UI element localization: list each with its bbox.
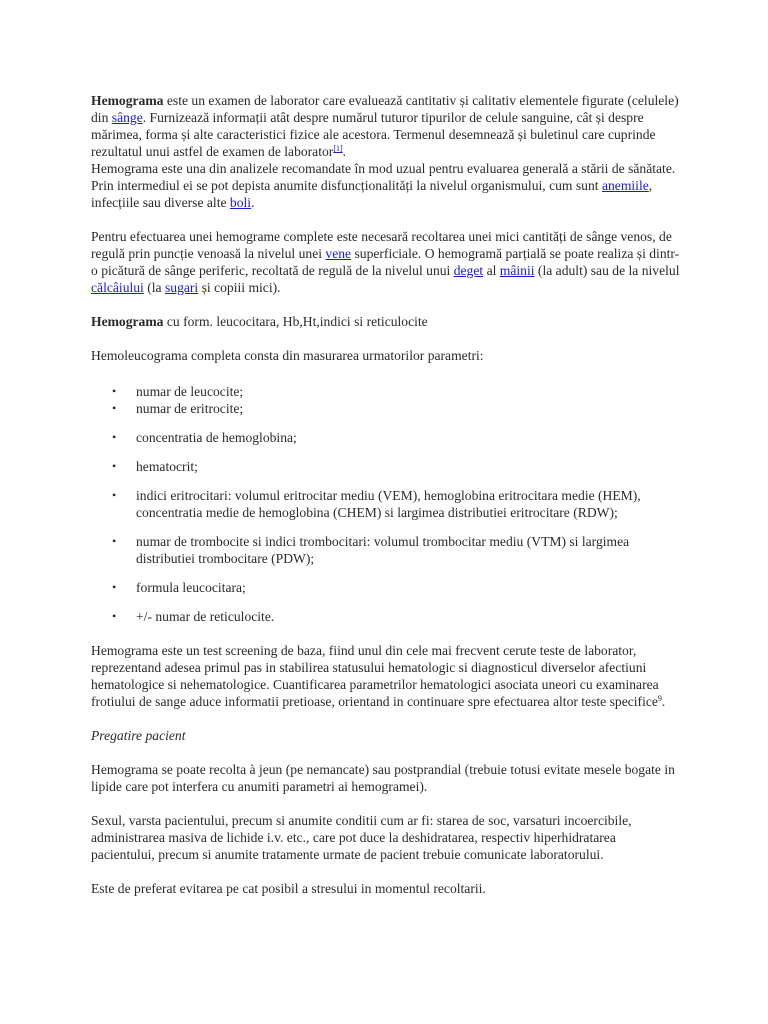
link-vene[interactable]: vene <box>325 246 352 261</box>
text-span: (la adult) sau de la nivelul <box>534 263 680 278</box>
link-sange[interactable]: sânge <box>111 110 143 125</box>
link-calcaiului[interactable]: călcâiului <box>91 280 144 295</box>
stress-paragraph: Este de preferat evitarea pe cat posibil a stresului in momentul recoltarii. <box>91 881 486 896</box>
section-heading-pregatire: Pregatire pacient <box>91 728 186 743</box>
text-span: . <box>661 694 666 709</box>
parameters-intro: Hemoleucograma completa consta din masurarea urmatorilor parametri: <box>91 348 484 363</box>
text-span: Hemograma este una din analizele recomandate în mod uzual pentru evaluarea generală a stării de sănătate. Prin intermediul ei se pot depista anumite disfuncționalități la nivelul organismului, cum sunt <box>91 161 676 193</box>
term-hemograma: Hemograma <box>91 93 164 108</box>
link-mainii[interactable]: mâinii <box>499 263 535 278</box>
link-anemiile[interactable]: anemiile <box>601 178 649 193</box>
list-item: • numar de trombocite si indici trombocitari: volumul trombocitar mediu (VTM) si largimea distributiei trombocitare (PDW); <box>91 533 681 567</box>
patient-conditions-paragraph: Sexul, varsta pacientului, precum si anumite conditii cum ar fi: starea de soc, varsaturi incoercibile, administrarea masiva de lichide i.v. etc., care pot duce la deshidratarea, respectiv hiperhidratarea pacientului, precum si anumite tratamente urmate de pacient trebuie comunicate laboratorului. <box>91 813 632 862</box>
list-item: • concentratia de hemoglobina; <box>91 429 681 446</box>
list-item: • indici eritrocitari: volumul eritrocitar mediu (VEM), hemoglobina eritrocitara medie (HEM), concentratia medie de hemoglobina (CHEM) si largimea distributiei eritrocitare (RDW); <box>91 487 681 521</box>
document-body <box>91 92 681 897</box>
text-span: . <box>251 195 255 210</box>
text-span: , infecțiile sau diverse alte <box>91 178 653 210</box>
screening-paragraph <box>91 642 681 710</box>
footnote-marker: 9 <box>657 694 662 703</box>
subheading-paragraph <box>91 313 681 330</box>
intro-paragraph <box>91 92 681 211</box>
parameters-list <box>91 383 681 625</box>
text-span: superficiale. O hemogramă parțială se poate realiza și dintr-o picătură de sânge periferic, recoltată de regulă de la nivelul unui <box>91 246 680 278</box>
collection-paragraph <box>91 228 681 296</box>
text-span: . <box>342 144 347 159</box>
list-item: • numar de leucocite; <box>91 383 681 400</box>
list-item: • +/- numar de reticulocite. <box>91 608 681 625</box>
text-span: . Furnizează informații atât despre numărul tuturor tipurilor de celule sanguine, cât și despre mărimea, forma și alte caracteristici fizice ale acestora. Termenul desemnează și buletinul care cuprinde rezultatul unui astfel de examen de laborator <box>91 110 656 159</box>
list-item: • formula leucocitara; <box>91 579 681 596</box>
text-span: Hemograma este un test screening de baza, fiind unul din cele mai frecvent cerute teste de laborator, reprezentand adesea primul pas in stabilirea statusului hematologic si diagnosticul diverselor afectiuni hematologice si nehematologice. Cuantificarea parametrilor hematologici asociata uneori cu examinarea frotiului de sange aduce informatii pretioase, orientand in continuare spre efectuarea altor teste specifice <box>91 643 659 709</box>
link-sugari[interactable]: sugari <box>164 280 199 295</box>
list-item: • numar de eritrocite; <box>91 400 681 417</box>
reference-link[interactable]: [1] <box>333 144 343 153</box>
text-span: și copiii mici). <box>198 280 281 295</box>
text-span: Pentru efectuarea unei hemograme complete este necesară recoltarea unei mici cantități de sânge venos, de regulă prin puncție venoasă la nivelul unei <box>91 229 672 261</box>
term-hemograma-2: Hemograma <box>91 314 164 329</box>
fasting-paragraph: Hemograma se poate recolta à jeun (pe nemancate) sau postprandial (trebuie totusi evitate mesele bogate in lipide care pot interfera cu anumiti parametri ai hemogramei). <box>91 762 675 794</box>
list-item: • hematocrit; <box>91 458 681 475</box>
text-span: este un examen de laborator care evaluează cantitativ și calitativ elementele figurate (celulele) din <box>91 93 679 125</box>
link-boli[interactable]: boli <box>229 195 252 210</box>
text-span: (la <box>143 280 165 295</box>
text-span: cu form. leucocitara, Hb,Ht,indici si reticulocite <box>163 314 428 329</box>
text-span: al <box>483 263 500 278</box>
link-deget[interactable]: deget <box>453 263 484 278</box>
